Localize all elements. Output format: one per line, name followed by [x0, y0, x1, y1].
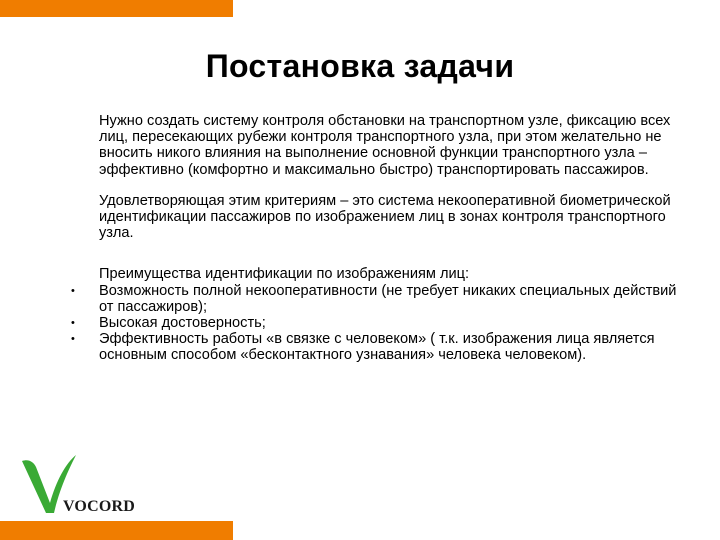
advantages-list [71, 282, 679, 364]
list-item-text: Эффективность работы «в связке с человеком» ( т.к. изображения лица является основным способом «бесконтактного узнавания» человека человеком). [99, 331, 655, 364]
slide-title: Постановка задачи [205, 48, 515, 84]
bullet-icon: • [71, 333, 75, 346]
paragraph-solution: Удовлетворяющая этим критериям – это система некооперативной биометрической идентификации пассажиров по изображением лиц в зонах контроля транспортного узла. [99, 192, 671, 242]
bullet-icon: • [71, 317, 75, 330]
vocord-logo-text: VOCORD [63, 498, 135, 515]
list-item-text: Возможность полной некооперативности (не требует никаких специальных действий от пассажиров); [99, 282, 677, 315]
slide-content [71, 113, 679, 364]
bottom-accent-bar [0, 521, 233, 540]
advantages-heading: Преимущества идентификации по изображениям лиц: [99, 266, 470, 283]
list-item [71, 315, 679, 332]
list-item-text: Высокая достоверность; [99, 315, 266, 332]
top-accent-bar [0, 0, 233, 17]
paragraph-problem: Нужно создать систему контроля обстановки на транспортном узле, фиксацию всех лиц, пересекающих рубежи контроля транспортного узла, при этом желательно не вносить никого влияния на выполнение основной функции транспортного узла – эффективно (комфортно и максимально быстро) транспортировать пассажиров. [99, 113, 671, 178]
list-item [71, 282, 679, 315]
list-item [71, 331, 679, 364]
bullet-icon: • [71, 284, 75, 297]
